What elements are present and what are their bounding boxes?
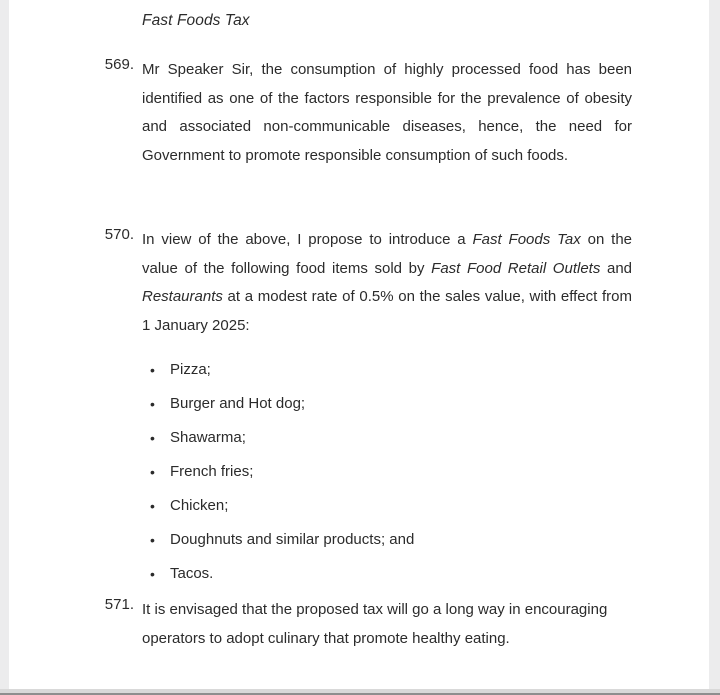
clause-571-number: 571.: [104, 596, 134, 613]
clause-571: [96, 596, 632, 653]
taxable-food-items-list: [96, 353, 632, 591]
bullet-icon: •: [150, 498, 155, 514]
clause-570-text: [142, 226, 632, 341]
bullet-icon: •: [150, 464, 155, 480]
food-item-label: French fries;: [170, 463, 254, 480]
clause-570-italic-run: Fast Foods Tax: [472, 231, 581, 248]
food-item-label: Doughnuts and similar products; and: [170, 531, 415, 548]
bullet-icon: •: [150, 396, 155, 412]
bullet-icon: •: [150, 362, 155, 378]
clause-569: [96, 56, 632, 171]
food-item-label: Tacos.: [170, 565, 214, 582]
clause-571-text: It is envisaged that the proposed tax will go a long way in encouraging operators to adopt culinary that promote healthy eating.: [142, 601, 608, 647]
page-gutter-left: [0, 0, 9, 695]
clause-570: [96, 226, 632, 341]
food-item-label: Burger and Hot dog;: [170, 395, 306, 412]
list-item: [96, 387, 632, 421]
clause-569-text: Mr Speaker Sir, the consumption of highly processed food has been identified as one of the factors responsible for the prevalence of obesity and associated non-communicable diseases, hence, the need for Government to promote responsible consumption of such foods.: [142, 61, 632, 165]
document-text-body: [96, 0, 632, 695]
bullet-icon: •: [150, 532, 155, 548]
food-item-label: Chicken;: [170, 497, 229, 514]
clause-570-italic-run: Restaurants: [142, 288, 223, 306]
food-item-label: Shawarma;: [170, 429, 246, 446]
bullet-icon: •: [150, 566, 155, 582]
section-heading: Fast Foods Tax: [142, 12, 250, 29]
food-item-label: Pizza;: [170, 361, 211, 378]
clause-570-roman-run: In view of the above, I propose to introduce a: [142, 231, 473, 248]
list-item: [96, 353, 632, 387]
clause-569-number: 569.: [104, 56, 134, 73]
clause-570-roman-run: on the value of the following food items sold by: [142, 231, 633, 277]
clause-570-number: 570.: [104, 226, 134, 243]
list-item: [96, 455, 632, 489]
page-gutter-right: [709, 0, 720, 695]
clause-570-roman-run: and: [600, 259, 633, 277]
clause-570-italic-run: Fast Food Retail Outlets: [431, 259, 601, 277]
clause-570-roman-run: at a modest rate of 0.5% on the sales value, with effect from 1 January 2025:: [142, 288, 632, 335]
list-item: [96, 557, 632, 591]
list-item: [96, 489, 632, 523]
list-item: [96, 523, 632, 557]
list-item: [96, 421, 632, 455]
bullet-icon: •: [150, 430, 155, 446]
